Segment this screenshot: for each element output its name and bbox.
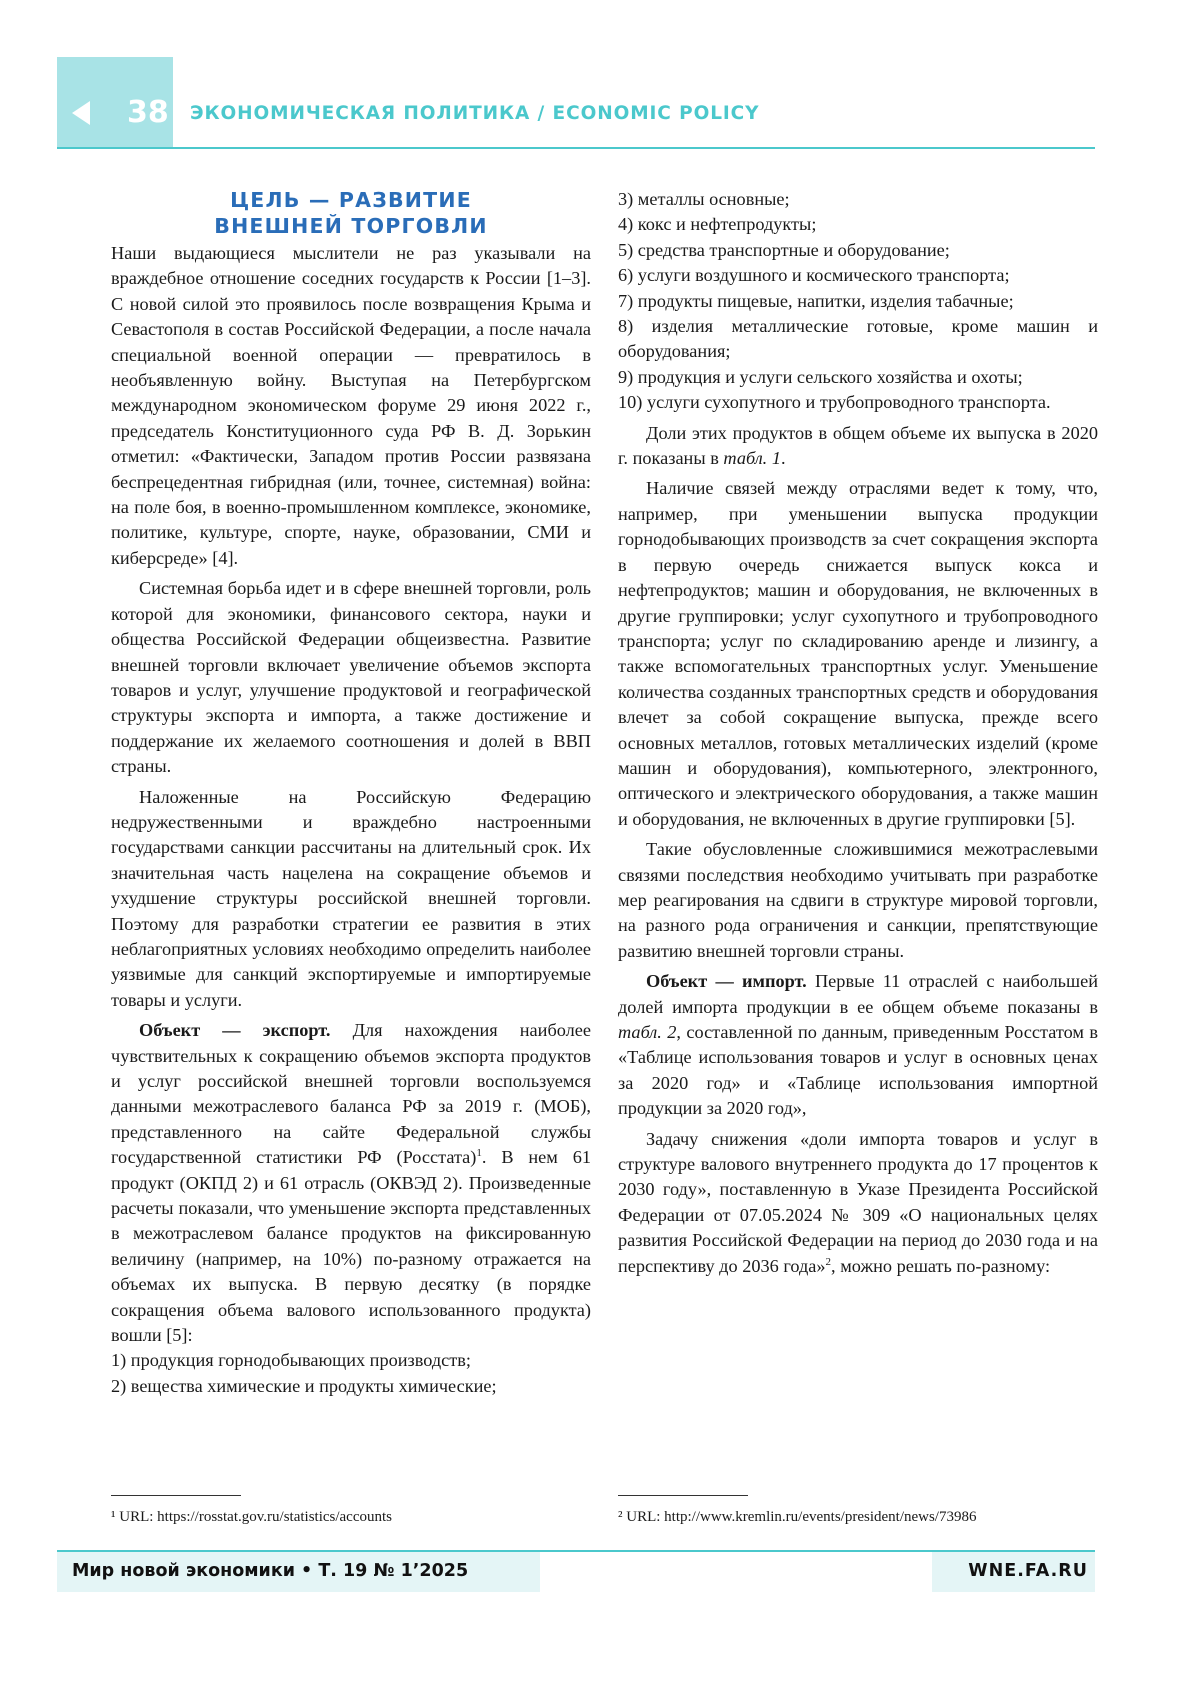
footnote-rule [618,1495,748,1496]
paragraph-export [111,1018,591,1348]
list-item: 3) металлы основные; [618,189,790,209]
paragraph-text: Доли этих продуктов в общем объеме их выпуска в 2020 г. показаны в [618,422,1098,469]
paragraph-text: Задачу снижения «доли импорта товаров и услуг в структуре валового внутреннего продукта до 17 процентов к 2030 году», поставленную в Указе Президента Российской Федерации от 07.05.2024 № 309 «О национальных целях развития Российской Федерации на период до 2030 года и на перспективу до 2036 года» [618,1128,1098,1276]
list-item: 5) средства транспортные и оборудование; [618,239,950,260]
table-1-reference[interactable]: табл. 1 [723,448,781,469]
list-item: 2) вещества химические и продукты химические; [111,1375,497,1396]
list-item: 10) услуги сухопутного и трубопроводного транспорта. [618,392,1051,413]
section-title: ЭКОНОМИЧЕСКАЯ ПОЛИТИКА / ECONOMIC POLICY [190,103,760,124]
lead-in-export: Объект — экспорт. [139,1020,331,1041]
list-item: 7) продукты пищевые, напитки, изделия табачные; [618,290,1014,311]
paragraph-text: . В нем 61 продукт (ОКПД 2) и 61 отрасль (ОКВЭД 2). Произведенные расчеты показали, что уменьшение экспорта представленных в межотраслевом балансе продуктов на фиксированную величину (например, на 10%) по-разному отражается на объемах их выпуска. В первую десятку (в порядке сокращения объема валового использованного продукта) вошли [5]: [111,1147,591,1346]
header-divider [57,147,1095,149]
list-item: 4) кокс и нефтепродукты; [618,214,817,235]
page-number: 38 [127,95,169,130]
paragraph [618,1127,1098,1279]
list-item: 6) услуги воздушного и космического транспорта; [618,265,1010,286]
left-column [111,187,591,1399]
list-item: 1) продукция горнодобывающих производств; [111,1350,471,1371]
paragraph: Наши выдающиеся мыслители не раз указывали на враждебное отношение соседних государств к России [1–3]. С новой силой это проявилось после возвращения Крыма и Севастополя в состав Российской Федерации, а после начала специальной военной операции — превратилось в необъявленную войну. Выступая на Петербургском международном экономическом форуме 29 июня 2022 г., председатель Конституционного суда РФ В. Д. Зорькин отметил: «Фактически, Западом против России развязана беспрецедентная гибридная (или, точнее, системная) война: на поле боя, в военно-промышленном комплексе, экономике, политике, культуре, спорте, науке, образовании, СМИ и киберсреде» [4]. [111,243,591,568]
back-arrow-icon[interactable] [72,101,90,125]
paragraph-text: . [780,448,786,469]
table-2-reference[interactable]: табл. 2 [618,1022,677,1042]
paragraph: Системная борьба идет и в сфере внешней торговли, роль которой для экономики, финансового сектора, науки и общества Российской Федерации общеизвестна. Развитие внешней торговли включает увеличение объемов экспорта товаров и услуг, улучшение продуктовой и географической структуры экспорта и импорта, а также достижение и поддержание их желаемого соотношения и долей в ВВП страны. [111,578,591,777]
footnote-2[interactable]: ² URL: http://www.kremlin.ru/events/president/news/73986 [618,1509,977,1525]
paragraph-import [618,969,1098,1121]
paragraph-text: , составленной по данным, приведенным Росстатом в «Таблице использования товаров и услуг в основных ценах за 2020 год» и «Таблице использования импортной продукции за 2020 год», [618,1022,1098,1119]
journal-website-link[interactable]: WNE.FA.RU [968,1561,1088,1581]
footnote-1[interactable]: ¹ URL: https://rosstat.gov.ru/statistics/accounts [111,1509,393,1525]
right-column [618,187,1098,1279]
footnote-rule [111,1495,241,1496]
paragraph: Наличие связей между отраслями ведет к тому, что, например, при уменьшении выпуска продукции горнодобывающих производств за счет сокращения экспорта в первую очередь снижается выпуск кокса и нефтепродуктов; машин и оборудования, не включенных в другие группировки; услуг сухопутного и трубопроводного транспорта; услуг по складированию аренде и лизингу, а также вспомогательных транспортных услуг. Уменьшение количества созданных транспортных средств и оборудования влечет за собой сокращение выпуска, прежде всего основных металлов, готовых металлических изделий (кроме машин и оборудования), компьютерного, электронного, оптического и электрического оборудования, а также машин и оборудования, не включенных в другие группировки [5]. [618,478,1098,829]
paragraph-text: Первые 11 отраслей с наибольшей долей импорта продукции в ее общем объеме показаны в [618,971,1098,1017]
paragraph: Такие обусловленные сложившимися межотраслевыми связями последствия необходимо учитывать при разработке мер реагирования на сдвиги в структуре мировой торговли, на разного рода ограничения и санкции, препятствующие развитию внешней торговли страны. [618,839,1098,961]
footnote-ref-1[interactable]: 1 [476,1147,482,1160]
paragraph-text: Для нахождения наиболее чувствительных к сокращению объемов экспорта продуктов и услуг российской внешней торговли воспользуемся данными межотраслевого баланса РФ за 2019 г. (МОБ), представленного на сайте Федеральной службы государственной статистики РФ (Росстата) [111,1020,592,1168]
journal-citation: Мир новой экономики • Т. 19 № 1’2025 [72,1561,469,1581]
lead-in-import: Объект — импорт. [646,971,807,992]
article-heading-line2: ВНЕШНЕЙ ТОРГОВЛИ [214,214,488,238]
paragraph [618,421,1098,472]
footnote-ref-2[interactable]: 2 [825,1255,832,1268]
list-item: 8) изделия металлические готовые, кроме машин и оборудования; [618,316,1098,362]
paragraph-text: , можно решать по-разному: [831,1255,1051,1276]
article-heading-line1: ЦЕЛЬ — РАЗВИТИЕ [230,188,472,212]
list-item: 9) продукция и услуги сельского хозяйства и охоты; [618,366,1023,387]
article-heading [111,187,591,239]
paragraph: Наложенные на Российскую Федерацию недружественными и враждебно настроенными государствами санкции рассчитаны на длительный срок. Их значительная часть нацелена на сокращение объемов и ухудшение структуры российской внешней торговли. Поэтому для разработки стратегии ее развития в этих неблагоприятных условиях необходимо определить наиболее уязвимые для санкций экспортируемые и импортируемые товары и услуги. [111,786,591,1010]
